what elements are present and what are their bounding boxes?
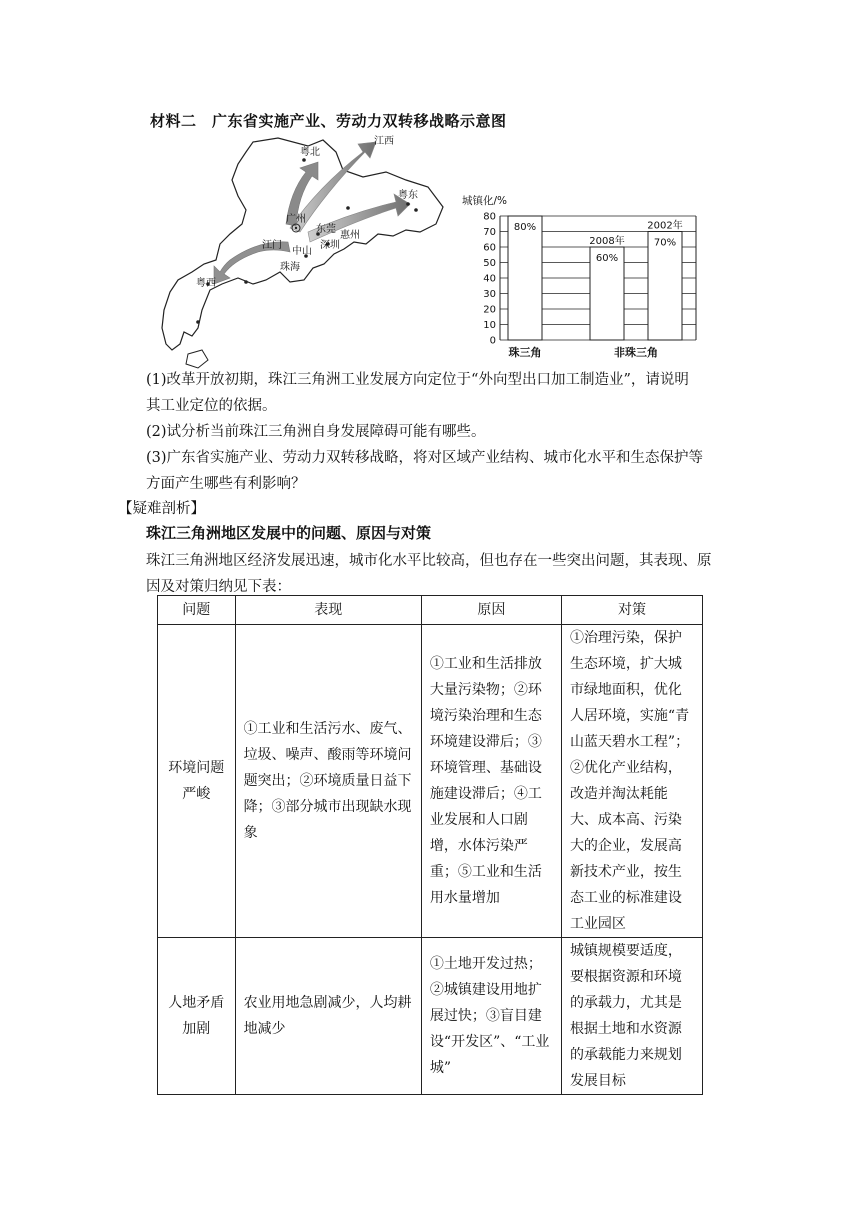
question-1 <box>146 367 736 419</box>
category-label: 珠三角 <box>508 346 542 359</box>
header-cause: 原因 <box>421 596 561 625</box>
header-problem: 问题 <box>158 596 236 625</box>
cell-problem: 人地矛盾加剧 <box>158 938 236 1095</box>
bar-value-label: 80% <box>513 222 537 233</box>
intro-line2: 因及对策归纳见下表： <box>146 579 291 595</box>
map-label-guangzhou: 广州 <box>286 214 306 225</box>
question-3 <box>146 445 736 497</box>
question-2-line1: (2)试分析当前珠江三角洲自身发展障碍可能有哪些。 <box>146 424 486 440</box>
y-tick-label: 50 <box>483 258 496 269</box>
island-outline <box>186 350 208 368</box>
cell-problem: 环境问题严峻 <box>158 625 236 938</box>
y-tick-label: 80 <box>483 211 496 223</box>
bar-value-label: 60% <box>595 253 619 264</box>
bar-value-label: 70% <box>653 237 677 249</box>
question-3-line1: (3)广东省实施产业、劳动力双转移战略，将对区域产业结构、城市化水平和生态保护等 <box>146 450 704 466</box>
cell-manifestation: ①工业和生活污水、废气、垃圾、噪声、酸雨等环境问题突出；②环境质量日益下降；③部分城市出现缺水现象 <box>235 625 421 938</box>
analysis-label: 【疑难剖析】 <box>118 501 205 517</box>
table-row <box>158 625 703 938</box>
section-title: 珠江三角洲地区发展中的问题、原因与对策 <box>146 524 432 542</box>
y-tick-label: 60 <box>483 242 496 254</box>
y-tick-label: 40 <box>483 273 496 285</box>
cell-measure: 城镇规模要适度，要根据资源和环境的承载力，尤其是根据土地和水资源的承载能力来规划发展目标 <box>561 938 702 1095</box>
material-title: 材料二 广东省实施产业、劳动力双转移战略示意图 <box>150 112 507 130</box>
map-label-jiangmen: 江门 <box>262 240 282 251</box>
question-1-line1: (1)改革开放初期，珠江三角洲工业发展方向定位于“外向型出口加工制造业”，请说明 <box>146 372 689 388</box>
cell-cause: ①工业和生活排放大量污染物；②环境污染治理和生态环境建设滞后；③环境管理、基础设施建设滞后；④工业发展和人口剧增，水体污染严重；⑤工业和生活用水量增加 <box>421 625 561 938</box>
question-3-line2: 方面产生哪些有利影响？ <box>146 476 306 492</box>
y-tick-label: 70 <box>483 227 496 238</box>
intro-line1: 珠江三角洲地区经济发展迅速，城市化水平比较高，但也存在一些突出问题，其表现、原 <box>146 553 712 569</box>
y-axis-label: 城镇化/% <box>462 195 508 207</box>
intro-paragraph <box>146 548 738 600</box>
question-1-line2: 其工业定位的依据。 <box>146 398 277 414</box>
urbanization-chart <box>460 192 710 362</box>
header-measure: 对策 <box>561 596 702 625</box>
map-label-shenzhen: 深圳 <box>320 240 340 251</box>
table-row <box>158 938 703 1095</box>
bar <box>508 216 542 340</box>
cell-measure: ①治理污染，保护生态环境，扩大城市绿地面积，优化人居环境，实施“青山蓝天碧水工程”；②优化产业结构，改造并淘汰耗能大、成本高、污染大的企业，发展高新技术产业，按生态工业的标准建设工业园区 <box>561 625 702 938</box>
summary-table <box>157 595 703 1095</box>
table-header-row <box>158 596 703 625</box>
map-label-yuebei: 粤北 <box>300 147 320 158</box>
cell-cause: ①土地开发过热；②城镇建设用地扩展过快；③盲目建设“开发区”、“工业城” <box>421 938 561 1095</box>
guangdong-map <box>158 132 448 372</box>
map-label-zhongshan: 中山 <box>292 246 312 257</box>
category-label: 非珠三角 <box>614 346 658 359</box>
y-tick-label: 20 <box>483 304 496 316</box>
y-tick-label: 30 <box>483 289 496 300</box>
bar-year-label: 2002年 <box>647 220 683 232</box>
y-tick-label: 10 <box>483 320 496 331</box>
map-label-yuexi: 粤西 <box>196 278 216 289</box>
bar-year-label: 2008年 <box>589 236 625 247</box>
map-label-huizhou: 惠州 <box>340 230 360 241</box>
header-manifestation: 表现 <box>235 596 421 625</box>
map-label-zhuhai: 珠海 <box>280 262 300 273</box>
map-label-jiangxi: 江西 <box>374 136 394 147</box>
cell-manifestation: 农业用地急剧减少，人均耕地减少 <box>235 938 421 1095</box>
map-label-yuedong: 粤东 <box>398 190 418 201</box>
question-2 <box>146 419 736 445</box>
map-label-dongguan: 东莞 <box>316 224 336 235</box>
y-tick-label: 0 <box>489 335 496 347</box>
